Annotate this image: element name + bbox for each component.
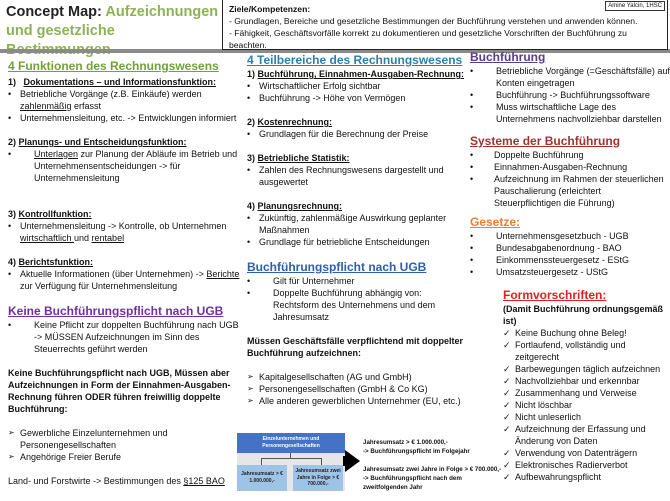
area-1-list [247, 80, 465, 104]
list-item [8, 88, 240, 112]
item-text: Personengesellschaften (GmbH & Co KG) [259, 384, 428, 394]
item-text: Kapitalgesellschaften (AG und GmbH) [259, 372, 412, 382]
list-item [503, 411, 670, 423]
list-item [247, 371, 465, 383]
arrow-right-icon [345, 450, 360, 472]
item-text: Betriebliche Vorgänge (z.B. Einkäufe) werden [20, 89, 202, 99]
diagram-box-revenue: Jahresumsatz > € 1.000.000,- [237, 465, 287, 491]
list-item [8, 220, 240, 244]
column-areas [247, 53, 465, 407]
item-text: Zusammenhang und Verweise [515, 388, 637, 398]
text: Land- und Forstwirte -> Bestimmungen des [8, 476, 184, 486]
underlined-term: Berichte [206, 269, 240, 279]
list-item [247, 164, 465, 188]
list-item [503, 339, 670, 363]
item-text: Zahlen des Rechnungswesens dargestellt und ausgewertet [259, 165, 444, 187]
goals-title: Ziele/Kompetenzen: [229, 4, 311, 14]
function-4-title [8, 256, 240, 268]
areas-heading: 4 Teilbereiche des Rechnungswesens [247, 53, 463, 67]
list-item [470, 65, 670, 89]
item-text: Gewerbliche Einzelunternehmen und Personengesellschaften [20, 428, 168, 450]
item-text: Grundlagen für die Berechnung der Preise [259, 129, 429, 139]
list-item [470, 89, 670, 101]
item-text: Elektronisches Radierverbot [515, 460, 628, 470]
list-item [470, 161, 670, 173]
list-item [8, 268, 240, 292]
bao-link: §125 BAO [183, 476, 225, 486]
item-text: Alle anderen gewerblichen Unternehmer (EU, etc.) [259, 396, 461, 406]
form-rules-heading: Formvorschriften: [503, 288, 607, 302]
list-item [470, 266, 670, 278]
text: Kontrollfunktion: [18, 209, 92, 219]
item-text: Aufbewahrungspflicht [515, 472, 602, 482]
area-1-title [247, 68, 465, 80]
diagram-root: Einzelunternehmen und Personengesellschaften [237, 433, 345, 453]
underlined-term: zahlenmäßig [20, 101, 72, 111]
list-item [8, 427, 240, 451]
text: 1) [8, 77, 17, 87]
item-text: Doppelte Buchführung [494, 150, 584, 160]
list-item [247, 212, 465, 236]
list-item [470, 242, 670, 254]
text: 4) [247, 201, 256, 211]
underlined-term: Unterlagen [34, 149, 79, 159]
list-item [470, 101, 670, 125]
author-tag: Amine Yalcin, 1HSC [605, 1, 665, 11]
area-4-title [247, 200, 465, 212]
item-text: Nachvollziehbar und erkennbar [515, 376, 640, 386]
item-text: Unternehmensleitung -> Kontrolle, ob Unternehmen [20, 221, 227, 231]
text: Betriebliche Statistik: [257, 153, 350, 163]
item-text: Angehörige Freier Berufe [20, 452, 122, 462]
list-item [247, 383, 465, 395]
item-text: Keine Buchung ohne Beleg! [515, 328, 627, 338]
item-text: zur Verfügung für Unternehmensleitung [20, 281, 178, 291]
list-item [247, 236, 465, 248]
item-text: Einnahmen-Ausgaben-Rechnung [494, 162, 628, 172]
area-4-list [247, 212, 465, 248]
title-topic: Aufzeichnungen und gesetzliche [6, 4, 219, 39]
bookkeeping-heading: Buchführung [470, 50, 546, 64]
text: 2) [247, 117, 256, 127]
obligation-groups [247, 371, 465, 407]
function-2-list [8, 148, 240, 184]
list-item [247, 80, 465, 92]
area-2-list [247, 128, 465, 140]
list-item [247, 128, 465, 140]
item-text: Zukünftig, zahlenmäßige Auswirkung geplanter Maßnahmen [259, 213, 447, 235]
text: 4) [8, 257, 17, 267]
item-text: Gilt für Unternehmer [273, 276, 355, 286]
list-item [8, 319, 240, 355]
text: Jahresumsatz > € 1.000.000,- [363, 439, 448, 446]
item-text: Bundesabgabenordnung - BAO [496, 243, 622, 253]
item-text: Betriebliche Vorgänge (=Geschäftsfälle) auf Konten eingetragen [496, 66, 670, 88]
obligation-note: Müssen Geschäftsfälle verpflichtend mit doppelter Buchführung aufzeichnen: [247, 336, 464, 358]
functions-heading: 4 Funktionen des Rechnungswesens [8, 59, 219, 73]
list-item [503, 459, 670, 471]
goal-item: - Grundlagen, Bereiche und gesetzliche Bestimmungen der Buchführung verstehen und anwenden können. [229, 16, 638, 26]
text: Dokumentations – und Informationsfunktion: [23, 77, 217, 87]
function-3-list [8, 220, 240, 244]
list-item [247, 92, 465, 104]
threshold-diagram [237, 433, 345, 491]
item-text: Verwendung von Datenträgern [515, 448, 638, 458]
farmers-note [8, 475, 240, 487]
list-item [470, 173, 670, 209]
no-obligation-heading: Keine Buchführungspflicht nach UGB [8, 304, 224, 318]
function-3-title [8, 208, 240, 220]
no-obligation-list [8, 319, 240, 355]
item-text: Keine Pflicht zur doppelten Buchführung nach UGB -> MÜSSEN Aufzeichnungen im Sinn des Steuerrechts geführt werden [34, 320, 239, 354]
text: -> Buchführungspflicht im Folgejahr [363, 448, 470, 455]
list-item [503, 375, 670, 387]
form-rules-subtitle: (Damit Buchführung ordnungsgemäß ist) [503, 304, 663, 326]
item-text: Wirtschaftlicher Erfolg sichtbar [259, 81, 381, 91]
item-text: Nicht unleserlich [515, 412, 582, 422]
list-item [247, 395, 465, 407]
text: 3) [247, 153, 256, 163]
list-item [247, 275, 465, 287]
area-3-list [247, 164, 465, 188]
function-1-title [8, 76, 240, 88]
item-text: Umsatzsteuergesetz - UStG [496, 267, 609, 277]
text: 3) [8, 209, 17, 219]
list-item [8, 148, 240, 184]
obligation-heading: Buchführungspflicht nach UGB [247, 260, 427, 274]
column-functions [8, 59, 240, 487]
function-2-title [8, 136, 240, 148]
item-text: Unternehmensleitung, etc. -> Entwicklungen informiert [20, 113, 237, 123]
list-item [503, 423, 670, 447]
systems-heading: Systeme der Buchführung [470, 134, 621, 148]
list-item [503, 399, 670, 411]
goals-box [222, 0, 668, 50]
list-item [247, 287, 465, 323]
text: 1) [247, 69, 256, 79]
item-text: Einkommenssteuergesetz - EStG [496, 255, 630, 265]
item-text: Nicht löschbar [515, 400, 573, 410]
item-text: Muss wirtschaftliche Lage des Unternehmens nachvollziehbar darstellen [496, 102, 662, 124]
item-text: erfasst [71, 101, 102, 111]
underlined-term: wirtschaftlich [20, 233, 75, 243]
item-text: Grundlage für betriebliche Entscheidungen [259, 237, 430, 247]
item-text: Aufzeichnung im Rahmen der steuerlichen Pauschalierung (erleichtert Steuerpflichtigen die Führung) [494, 174, 664, 208]
item-text: Buchführung -> Buchführungssoftware [496, 90, 650, 100]
function-4-list [8, 268, 240, 292]
goal-item: - Fähigkeit, Geschäftsvorfälle korrekt zu dokumentieren und gesetzliche Vorschriften der Buchführung zu beachten. [229, 28, 627, 50]
laws-heading: Gesetze: [470, 215, 521, 229]
item-text: zur Planung der Abläufe im Betrieb und Unternehmensentscheidungen -> für Unternehmensleitung [34, 149, 238, 183]
item-text: Unternehmensgesetzbuch - UGB [496, 231, 629, 241]
no-obligation-groups [8, 427, 240, 463]
no-obligation-note: Keine Buchführungspflicht nach UGB, Müssen aber Aufzeichnungen in Form der Einnahmen-Ausgaben-Rechnung führen ODER führen freiwillig doppelte Buchführung: [8, 368, 231, 414]
list-item [8, 112, 240, 124]
item-text: und [74, 233, 92, 243]
function-1-list [8, 88, 240, 124]
item-text: Aufzeichnung der Erfassung und Änderung von Daten [515, 424, 646, 446]
revenue-rules [363, 438, 503, 492]
text: Buchführung, Einnahmen-Ausgaben-Rechnung: [257, 69, 465, 79]
list-item [8, 451, 240, 463]
list-item [503, 447, 670, 459]
item-text: Aktuelle Informationen (über Unternehmen) -> [20, 269, 207, 279]
obligation-list [247, 275, 465, 323]
text: Planungs- und Entscheidungsfunktion: [18, 137, 187, 147]
list-item [503, 471, 670, 483]
area-2-title [247, 116, 465, 128]
systems-list [470, 149, 670, 209]
bookkeeping-list [470, 65, 670, 125]
list-item [503, 327, 670, 339]
diagram-box-two-years: Jahresumsatz zwei Jahre in Folge > € 700.000,- [293, 465, 343, 491]
text: -> Buchführungspflicht nach dem zweitfolgenden Jahr [363, 475, 462, 491]
form-rules-list [503, 327, 670, 483]
text: 2) [8, 137, 17, 147]
item-text: Buchführung -> Höhe von Vermögen [259, 93, 406, 103]
list-item [470, 254, 670, 266]
area-3-title [247, 152, 465, 164]
underlined-term: rentabel [91, 233, 125, 243]
laws-list [470, 230, 670, 278]
text: Berichtsfunktion: [18, 257, 94, 267]
list-item [503, 387, 670, 399]
column-bookkeeping [470, 50, 670, 278]
item-text: Doppelte Buchführung abhängig von: Rechtsform des Unternehmens und dem Jahresumsatz [273, 288, 436, 322]
text: Planungsrechnung: [257, 201, 343, 211]
text: Kostenrechnung: [257, 117, 333, 127]
list-item [470, 149, 670, 161]
list-item [503, 363, 670, 375]
column-form-rules [503, 288, 670, 483]
item-text: Barbewegungen täglich aufzeichnen [515, 364, 661, 374]
text: Jahresumsatz zwei Jahre in Folge > € 700.000,- [363, 466, 502, 473]
title-prefix: Concept Map: [6, 4, 102, 20]
list-item [470, 230, 670, 242]
item-text: Fortlaufend, vollständig und zeitgerecht [515, 340, 626, 362]
